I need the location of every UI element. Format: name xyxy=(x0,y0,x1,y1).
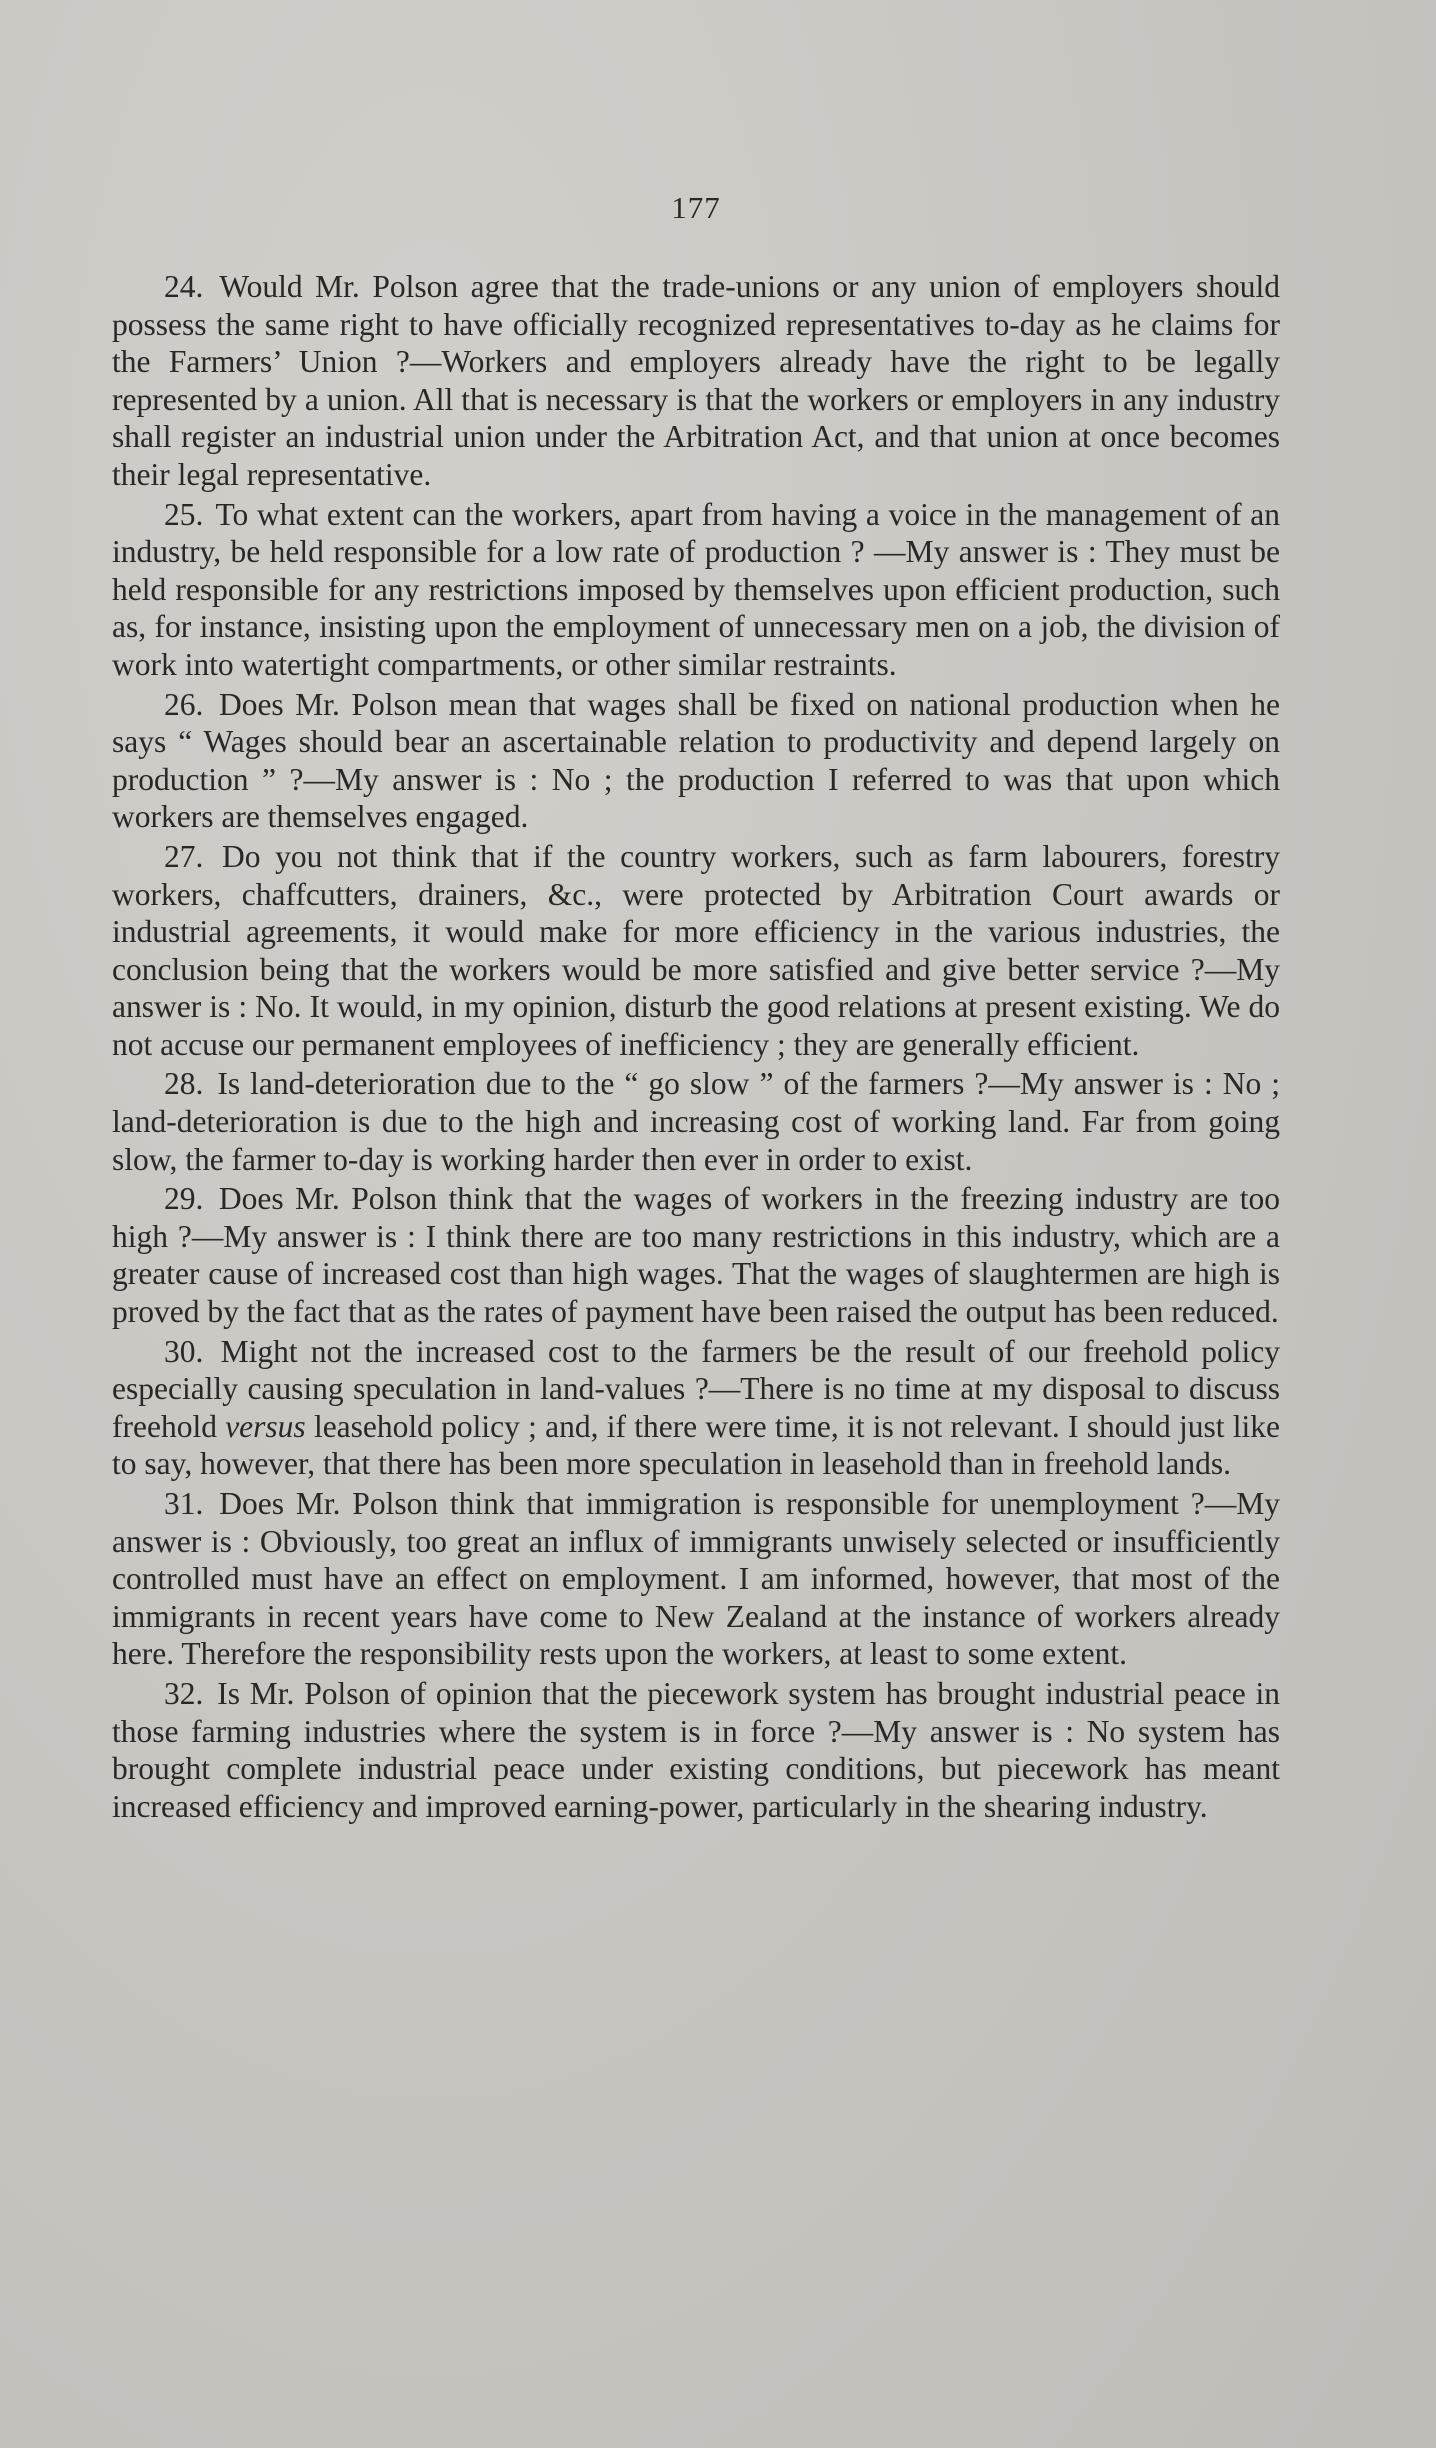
question-number: 26. xyxy=(164,686,204,722)
document-page xyxy=(112,190,1280,1827)
question-text: Is Mr. Polson of opinion that the piecework system has brought industrial peace in those farming industries where the system is in force ?—My answer is : No system has brought complete industrial peace under existing conditions, but piecework has meant increased efficiency and improved earning-power, particularly in the shearing industry. xyxy=(112,1675,1281,1824)
question-text: Do you not think that if the country workers, such as farm labourers, forestry workers, chaffcutters, drainers, &c., were protected by Arbitration Court awards or industrial agreements, it would make for more efficiency in the various industries, the conclusion being that the workers would be more satisfied and give better service ?—My answer is : No. It would, in my opinion, disturb the good relations at present existing. We do not accuse our permanent employees of inefficiency ; they are generally efficient. xyxy=(112,838,1280,1062)
question-24 xyxy=(112,268,1280,494)
question-number: 30. xyxy=(164,1333,204,1369)
question-number: 27. xyxy=(164,838,204,874)
question-text: Does Mr. Polson mean that wages shall be fixed on national production when he says “ Wages should bear an ascertainable relation to productivity and depend largely on production ” ?—My answer is : No ; the production I referred to was that upon which workers are themselves engaged. xyxy=(112,686,1281,835)
question-number: 28. xyxy=(164,1066,204,1102)
question-text: Is land-deterioration due to the “ go slow ” of the farmers ?—My answer is : No ; land-deterioration is due to the high and increasing cost of working land. Far from going slow, the farmer to-day is working harder then ever in order to exist. xyxy=(112,1066,1281,1177)
question-number: 24. xyxy=(164,269,204,304)
question-number: 29. xyxy=(164,1181,204,1217)
question-27 xyxy=(112,838,1280,1064)
question-text: To what extent can the workers, apart from having a voice in the management of an industry, be held responsible for a low rate of production ? —My answer is : They must be held responsible for any restrictions imposed by themselves upon efficient production, such as, for instance, insisting upon the employment of unnecessary men on a job, the division of work into watertight compartments, or other similar restraints. xyxy=(112,496,1281,682)
question-number: 32. xyxy=(164,1675,204,1711)
question-29 xyxy=(112,1180,1280,1330)
question-text-start: Might not the increased cost to the farmers be the result of our freehold policy especially causing speculation in land-values ?—There is no time at my disposal to discuss freehold xyxy=(112,1333,1280,1444)
question-31 xyxy=(112,1485,1280,1673)
question-32 xyxy=(112,1675,1280,1825)
question-text: Does Mr. Polson think that the wages of workers in the freezing industry are too high ?—My answer is : I think there are too many restrictions in this industry, which are a greater cause of increased cost than high wages. That the wages of slaughtermen are high is proved by the fact that as the rates of payment have been raised the output has been reduced. xyxy=(112,1181,1280,1330)
page-number: 177 xyxy=(671,190,721,225)
question-number: 31. xyxy=(164,1486,204,1521)
question-25 xyxy=(112,496,1280,684)
question-number: 25. xyxy=(164,496,204,532)
question-26 xyxy=(112,686,1280,836)
question-text: Would Mr. Polson agree that the trade-unions or any union of employers should possess the same right to have officially recognized representatives to-day as he claims for the Farmers’ Union ?—Workers and employers already have the right to be legally represented by a union. All that is necessary is that the workers or employers in any industry shall register an industrial union under the Arbitration Act, and that union at once becomes their legal representative. xyxy=(112,269,1280,492)
question-30 xyxy=(112,1333,1280,1483)
question-text-end: leasehold policy ; and, if there were time, it is not relevant. I should just like to say, however, that there has been more speculation in leasehold than in freehold lands. xyxy=(112,1408,1280,1482)
question-text: Does Mr. Polson think that immigration is responsible for unemployment ?—My answer is : Obviously, too great an influx of immigrants unwisely selected or insufficiently controlled must have an effect on employment. I am informed, however, that most of the immigrants in recent years have come to New Zealand at the instance of workers already here. Therefore the responsibility rests upon the workers, at least to some extent. xyxy=(112,1486,1281,1672)
question-text-italic: versus xyxy=(225,1408,306,1444)
question-28 xyxy=(112,1065,1280,1178)
